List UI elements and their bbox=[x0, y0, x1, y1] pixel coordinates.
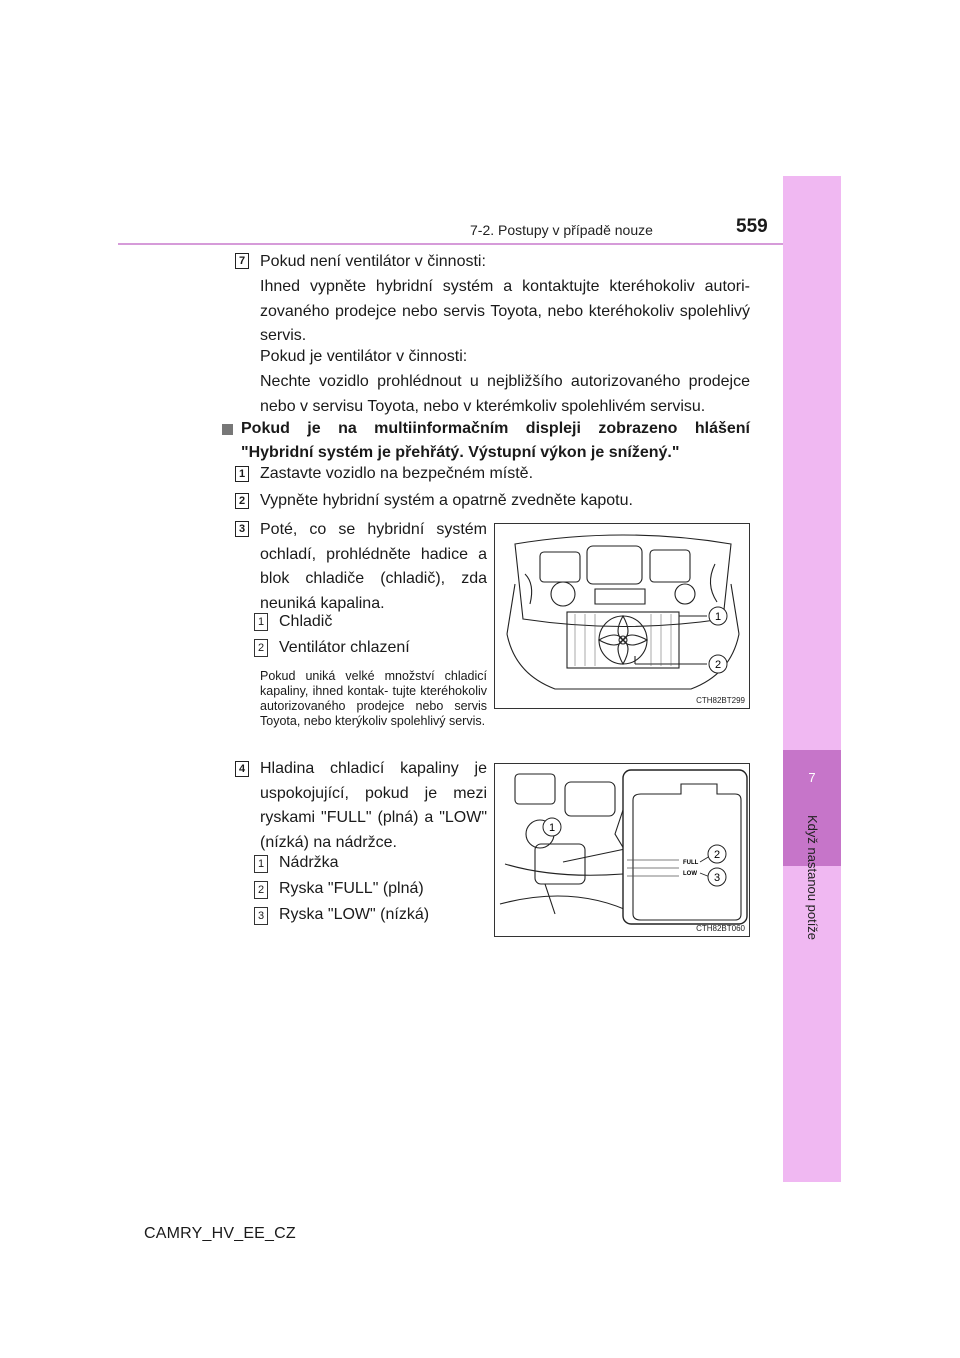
step-badge-2: 2 bbox=[235, 493, 249, 509]
coolant-reservoir-figure bbox=[494, 763, 750, 937]
step4-item-num-1: 1 bbox=[254, 855, 268, 873]
step4-item-num-2: 2 bbox=[254, 881, 268, 899]
step-badge-4: 4 bbox=[235, 761, 249, 777]
svg-text:FULL: FULL bbox=[683, 860, 699, 866]
step4-item-num-3: 3 bbox=[254, 907, 268, 925]
step3-item-label-1: Chladič bbox=[279, 613, 333, 630]
chapter-side-tab bbox=[783, 176, 841, 1182]
step7-para1: Ihned vypněte hybridní systém a kontaktujte kteréhokoliv autori- zovaného prodejce nebo servis Toyota, nebo kteréhokoliv spolehlivý servis. bbox=[260, 278, 750, 345]
step4-text: Hladina chladicí kapaliny je uspokojující, pokud je mezi ryskami "FULL" (plná) a "LOW" (nízká) na nádržce. bbox=[260, 760, 487, 851]
reservoir-zoom bbox=[623, 770, 747, 924]
step3-item-label-2: Ventilátor chlazení bbox=[279, 639, 410, 656]
step2-text: Vypněte hybridní systém a opatrně zvedněte kapotu. bbox=[260, 492, 633, 509]
section-heading-line2: "Hybridní systém je přehřátý. Výstupní výkon je snížený." bbox=[241, 444, 680, 461]
step7-para2: Nechte vozidlo prohlédnout u nejbližšího autorizovaného prodejce nebo v servisu Toyota, nebo v kterémkoliv spolehlivém servisu. bbox=[260, 373, 750, 415]
engine-bay-illustration bbox=[495, 524, 750, 709]
engine-bay-figure bbox=[494, 523, 750, 709]
svg-text:2: 2 bbox=[713, 849, 721, 861]
document-code: CAMRY_HV_EE_CZ bbox=[144, 1225, 296, 1242]
step4-item-label-2: Ryska "FULL" (plná) bbox=[279, 880, 424, 897]
coolant-reservoir-illustration bbox=[495, 764, 750, 937]
page-number: 559 bbox=[736, 216, 768, 237]
step3-text: Poté, co se hybridní systém ochladí, prohlédněte hadice a blok chladiče (chladič), zda neuniká kapalina. bbox=[260, 521, 487, 612]
chapter-title: Když nastanou potíže bbox=[805, 815, 820, 941]
step4-item-label-3: Ryska "LOW" (nízká) bbox=[279, 906, 430, 923]
figure-code: CTH82BT060 bbox=[696, 924, 745, 933]
svg-text:1: 1 bbox=[548, 822, 556, 834]
svg-text:1: 1 bbox=[714, 611, 722, 623]
callout-1 bbox=[543, 818, 561, 836]
figure-code: CTH82BT299 bbox=[696, 696, 745, 705]
chapter-number: 7 bbox=[808, 770, 816, 785]
svg-text:3: 3 bbox=[713, 872, 721, 884]
step7-line2: Pokud je ventilátor v činnosti: bbox=[260, 348, 468, 365]
svg-text:2: 2 bbox=[714, 659, 722, 671]
step1-text: Zastavte vozidlo na bezpečném místě. bbox=[260, 465, 534, 482]
step3-item-num-1: 1 bbox=[254, 613, 268, 631]
section-heading-line1: Pokud je na multiinformačním displeji zobrazeno hlášení bbox=[241, 420, 750, 437]
step-badge-7: 7 bbox=[235, 253, 249, 269]
step3-note: Pokud uniká velké množství chladicí kapaliny, ihned kontak- tujte kteréhokoliv autorizovaného prodejce nebo servis Toyota, nebo kterýkoliv spolehlivý servis. bbox=[260, 669, 487, 728]
step4-item-label-1: Nádržka bbox=[279, 854, 339, 871]
callout-2 bbox=[708, 845, 726, 863]
callout-2 bbox=[709, 655, 727, 673]
callout-3 bbox=[708, 868, 726, 886]
section-bullet bbox=[222, 424, 233, 435]
step-badge-3: 3 bbox=[235, 521, 249, 537]
step7-line1: Pokud není ventilátor v činnosti: bbox=[260, 253, 486, 270]
svg-text:LOW: LOW bbox=[683, 871, 697, 877]
section-header: 7-2. Postupy v případě nouze bbox=[470, 222, 653, 238]
header-rule bbox=[118, 243, 783, 245]
step3-item-num-2: 2 bbox=[254, 639, 268, 657]
step-badge-1: 1 bbox=[235, 466, 249, 482]
callout-1 bbox=[709, 607, 727, 625]
